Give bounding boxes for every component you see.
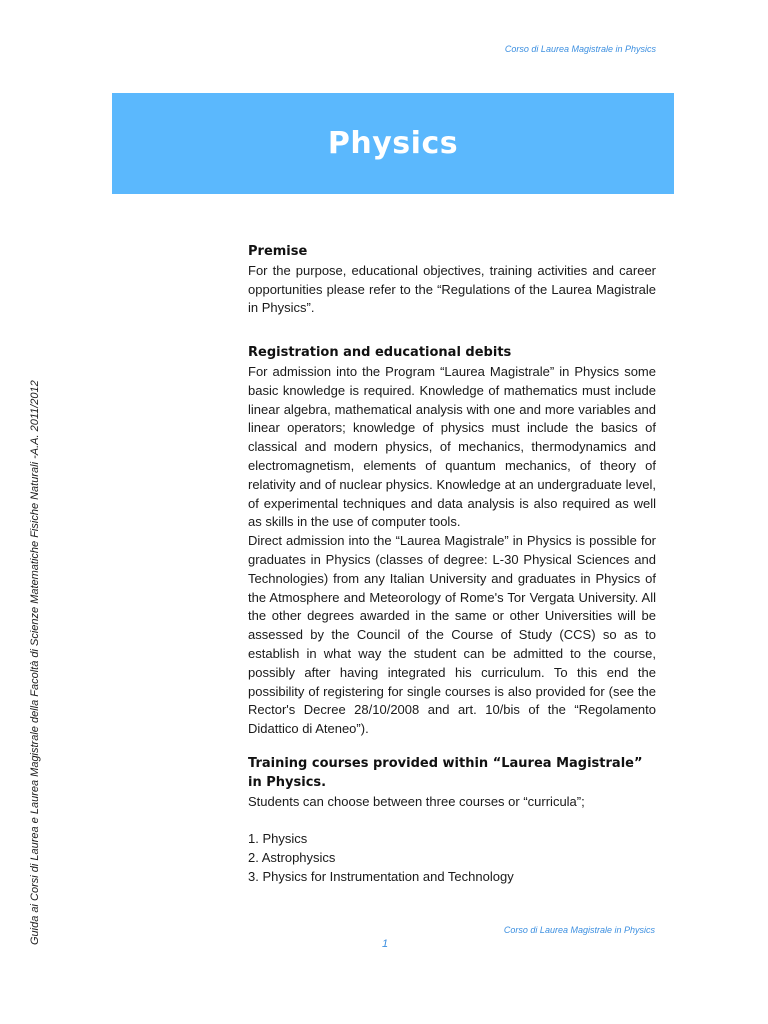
section-premise — [248, 243, 656, 318]
paragraph: For the purpose, educational objectives, training activities and career opportunities please refer to the “Regulations of the Laurea Magistrale in Physics”. — [248, 262, 656, 316]
page-number: 1 — [382, 938, 389, 950]
section-heading: Registration and educational debits — [248, 345, 512, 361]
running-footer: Corso di Laurea Magistrale in Physics — [503, 925, 655, 935]
section-heading: Training courses provided within “Laurea Magistrale” in Physics. — [248, 755, 643, 790]
section-heading: Premise — [248, 244, 308, 259]
paragraph: For admission into the Program “Laurea Magistrale” in Physics some basic knowledge is required. Knowledge of mathematics must include linear algebra, mathematical analysis with one and more variables and linear operators; knowledge of physics must include the basics of classical and modern physics, of mechanics, thermodynamics and electromagnetism, elements of quantum mechanics, of theory of relativity and of nuclear physics. Knowledge at an undergraduate level, of experimental techniques and data analysis is also required as well as skills in the use of computer tools. — [248, 363, 656, 530]
list-item: 1. Physics — [248, 831, 308, 847]
paragraph: Students can choose between three courses or “curricula”; — [248, 793, 585, 809]
vertical-side-caption: Guida ai Corsi di Laurea e Laurea Magistrale della Facoltà di Scienze Matematiche Fisiche Naturali -A.A. 2011/2012 — [29, 380, 41, 945]
title-banner — [112, 93, 674, 194]
paragraph: Direct admission into the “Laurea Magistrale” in Physics is possible for graduates in Physics (classes of degree: L-30 Physical Sciences and Technologies) from any Italian University and graduates in Physics of the Atmosphere and Meteorology of Rome's Tor Vergata University. All the other degrees awarded in the same or other Universities will be assessed by the Council of the Course of Study (CCS) so as to establish in what way the student can be admitted to the course, possibly after having integrated his curriculum. To this end the possibility of registering for single courses is also provided for (see the Rector's Decree 28/10/2008 and art. 10/bis of the “Regolamento Didattico di Ateneo”). — [248, 533, 656, 737]
list-item: 2. Astrophysics — [248, 849, 336, 865]
main-content — [248, 243, 656, 887]
section-training-courses — [248, 755, 656, 887]
section-registration — [248, 344, 656, 739]
running-header: Corso di Laurea Magistrale in Physics — [504, 44, 656, 54]
page-title: Physics — [327, 126, 459, 161]
list-item: 3. Physics for Instrumentation and Technology — [248, 868, 514, 884]
curricula-list — [248, 830, 656, 886]
